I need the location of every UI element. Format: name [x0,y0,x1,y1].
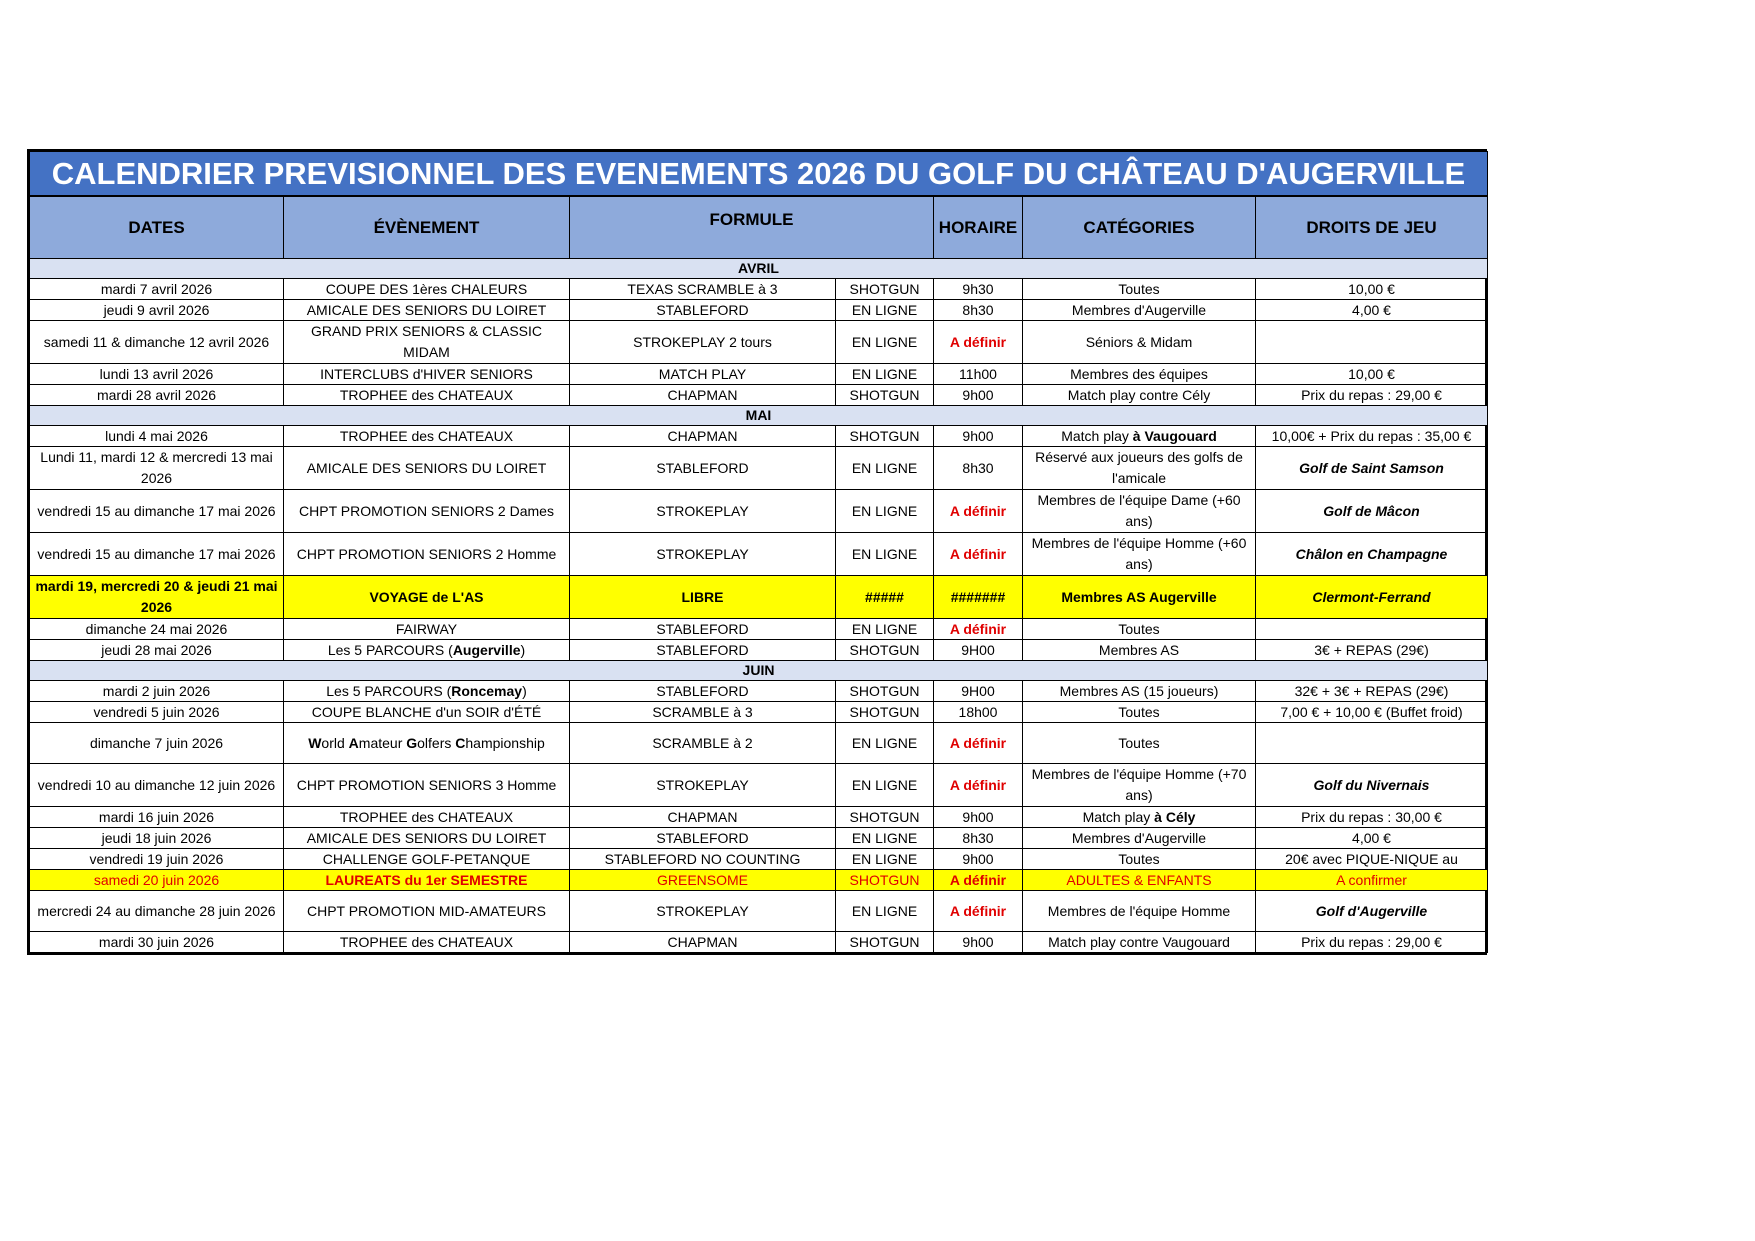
cell-formule: SCRAMBLE à 2 [570,723,836,764]
cell-horaire: 8h30 [934,300,1023,321]
cell-depart: EN LIGNE [836,619,934,640]
cell-formule: CHAPMAN [570,932,836,953]
event-fragment: mateur [358,734,407,751]
cell-formule: STABLEFORD [570,619,836,640]
month-label: AVRIL [30,259,1488,279]
cell-depart: EN LIGNE [836,321,934,364]
cell-date: Lundi 11, mardi 12 & mercredi 13 mai 2026 [30,447,284,490]
cell-event: TROPHEE des CHATEAUX [284,385,570,406]
event-fragment: Roncemay [451,683,523,699]
cell-event: CHPT PROMOTION SENIORS 2 Homme [284,533,570,576]
cell-depart: SHOTGUN [836,807,934,828]
category-fragment: Match play [1061,428,1133,444]
cell-depart: SHOTGUN [836,279,934,300]
cell-categories: Séniors & Midam [1023,321,1256,364]
cell-date: vendredi 10 au dimanche 12 juin 2026 [30,764,284,807]
cell-depart: SHOTGUN [836,640,934,661]
event-row [30,764,1488,807]
cell-categories: Match play contre Cély [1023,385,1256,406]
cell-depart: EN LIGNE [836,764,934,807]
event-row [30,870,1488,891]
cell-date: vendredi 5 juin 2026 [30,702,284,723]
cell-categories: Membres de l'équipe Homme (+60 ans) [1023,533,1256,576]
cell-formule: STROKEPLAY 2 tours [570,321,836,364]
page-title: CALENDRIER PREVISIONNEL DES EVENEMENTS 2026 DU GOLF DU CHÂTEAU D'AUGERVILLE [30,152,1488,197]
event-row [30,702,1488,723]
cell-formule: MATCH PLAY [570,364,836,385]
cell-droits: Châlon en Champagne [1256,533,1488,576]
cell-droits: 10,00€ + Prix du repas : 35,00 € [1256,426,1488,447]
category-fragment: à Vaugouard [1132,428,1217,444]
calendar-sheet [27,149,1487,955]
cell-horaire: 9H00 [934,681,1023,702]
cell-depart: SHOTGUN [836,702,934,723]
cell-event: CHPT PROMOTION SENIORS 2 Dames [284,490,570,533]
cell-event: TROPHEE des CHATEAUX [284,932,570,953]
cell-event: AMICALE DES SENIORS DU LOIRET [284,300,570,321]
cell-categories: Membres AS (15 joueurs) [1023,681,1256,702]
event-fragment: C [455,734,466,751]
cell-event: AMICALE DES SENIORS DU LOIRET [284,447,570,490]
cell-formule: STROKEPLAY [570,891,836,932]
event-row [30,279,1488,300]
event-row [30,828,1488,849]
cell-event: AMICALE DES SENIORS DU LOIRET [284,828,570,849]
cell-date: vendredi 15 au dimanche 17 mai 2026 [30,490,284,533]
header-horaire: HORAIRE [934,196,1023,259]
cell-categories [1023,426,1256,447]
cell-depart: ##### [836,576,934,619]
cell-formule: CHAPMAN [570,426,836,447]
cell-date: samedi 20 juin 2026 [30,870,284,891]
header-categories: CATÉGORIES [1023,196,1256,259]
calendar-table [29,151,1488,953]
cell-categories: Toutes [1023,279,1256,300]
cell-event: VOYAGE de L'AS [284,576,570,619]
cell-depart: EN LIGNE [836,447,934,490]
cell-horaire: 9h00 [934,385,1023,406]
cell-depart: SHOTGUN [836,870,934,891]
event-row [30,723,1488,764]
cell-formule: STABLEFORD [570,681,836,702]
event-fragment: olfers [417,734,456,751]
event-row [30,300,1488,321]
cell-droits: 4,00 € [1256,300,1488,321]
cell-categories: Toutes [1023,702,1256,723]
cell-date: dimanche 24 mai 2026 [30,619,284,640]
cell-droits [1256,723,1488,764]
cell-droits: Clermont-Ferrand [1256,576,1488,619]
cell-droits: Golf du Nivernais [1256,764,1488,807]
event-row [30,364,1488,385]
event-fragment: orld [321,734,349,751]
header-droits: DROITS DE JEU [1256,196,1488,259]
cell-date: jeudi 28 mai 2026 [30,640,284,661]
cell-event [284,640,570,661]
cell-droits [1256,619,1488,640]
cell-date: lundi 13 avril 2026 [30,364,284,385]
event-row [30,891,1488,932]
title-row [30,152,1488,197]
cell-droits: 32€ + 3€ + REPAS (29€) [1256,681,1488,702]
cell-formule: LIBRE [570,576,836,619]
cell-depart: SHOTGUN [836,681,934,702]
cell-event [284,681,570,702]
cell-horaire: 8h30 [934,447,1023,490]
event-row [30,321,1488,364]
cell-horaire: A définir [934,533,1023,576]
cell-categories [1023,807,1256,828]
cell-date: mardi 16 juin 2026 [30,807,284,828]
event-row [30,490,1488,533]
month-row [30,259,1488,279]
header-dates: DATES [30,196,284,259]
event-row [30,619,1488,640]
cell-droits: Golf de Mâcon [1256,490,1488,533]
cell-event: LAUREATS du 1er SEMESTRE [284,870,570,891]
cell-categories: Membres de l'équipe Dame (+60 ans) [1023,490,1256,533]
cell-event: INTERCLUBS d'HIVER SENIORS [284,364,570,385]
cell-formule: STABLEFORD [570,447,836,490]
cell-categories: Toutes [1023,723,1256,764]
cell-depart: SHOTGUN [836,426,934,447]
cell-horaire: 18h00 [934,702,1023,723]
header-evenement: ÉVÈNEMENT [284,196,570,259]
cell-event: CHPT PROMOTION MID-AMATEURS [284,891,570,932]
cell-horaire: 8h30 [934,828,1023,849]
event-fragment: ) [520,642,526,658]
cell-horaire: A définir [934,619,1023,640]
event-fragment: hampionship [465,734,545,751]
event-row [30,681,1488,702]
header-row [30,196,1488,259]
event-row [30,385,1488,406]
cell-event: CHPT PROMOTION SENIORS 3 Homme [284,764,570,807]
cell-categories: Membres de l'équipe Homme [1023,891,1256,932]
header-formule: FORMULE [570,196,934,259]
event-fragment: W [308,734,322,751]
cell-date: dimanche 7 juin 2026 [30,723,284,764]
cell-categories: ADULTES & ENFANTS [1023,870,1256,891]
cell-depart: EN LIGNE [836,891,934,932]
cell-formule: CHAPMAN [570,807,836,828]
event-fragment: Augerville [452,642,521,658]
cell-formule: GREENSOME [570,870,836,891]
cell-horaire: A définir [934,891,1023,932]
cell-horaire: A définir [934,870,1023,891]
event-row [30,576,1488,619]
cell-horaire: A définir [934,490,1023,533]
cell-date: jeudi 18 juin 2026 [30,828,284,849]
event-row [30,807,1488,828]
cell-date: mardi 30 juin 2026 [30,932,284,953]
cell-event: TROPHEE des CHATEAUX [284,426,570,447]
cell-droits: Golf de Saint Samson [1256,447,1488,490]
cell-droits: 4,00 € [1256,828,1488,849]
cell-event: COUPE DES 1ères CHALEURS [284,279,570,300]
cell-horaire: 9h30 [934,279,1023,300]
cell-event: TROPHEE des CHATEAUX [284,807,570,828]
cell-date: vendredi 19 juin 2026 [30,849,284,870]
cell-droits: Prix du repas : 30,00 € [1256,807,1488,828]
event-row [30,849,1488,870]
cell-formule: STROKEPLAY [570,490,836,533]
category-fragment: Match play [1082,809,1155,825]
event-fragment: ) [522,683,527,699]
cell-droits: Golf d'Augerville [1256,891,1488,932]
event-fragment: G [406,734,418,751]
cell-horaire: A définir [934,723,1023,764]
cell-formule: SCRAMBLE à 3 [570,702,836,723]
cell-event: FAIRWAY [284,619,570,640]
cell-formule: STABLEFORD [570,300,836,321]
cell-depart: EN LIGNE [836,533,934,576]
cell-depart: EN LIGNE [836,364,934,385]
cell-depart: EN LIGNE [836,490,934,533]
event-fragment: Les 5 PARCOURS ( [327,642,453,658]
cell-categories: Match play contre Vaugouard [1023,932,1256,953]
cell-formule: STROKEPLAY [570,533,836,576]
cell-depart: EN LIGNE [836,723,934,764]
cell-event: CHALLENGE GOLF-PETANQUE [284,849,570,870]
cell-horaire: 9h00 [934,849,1023,870]
cell-droits: Prix du repas : 29,00 € [1256,932,1488,953]
cell-droits: 10,00 € [1256,364,1488,385]
cell-droits: 20€ avec PIQUE-NIQUE au [1256,849,1488,870]
cell-event [284,723,570,764]
cell-formule: STABLEFORD NO COUNTING [570,849,836,870]
cell-depart: SHOTGUN [836,385,934,406]
cell-categories: Membres d'Augerville [1023,828,1256,849]
cell-formule: TEXAS SCRAMBLE à 3 [570,279,836,300]
cell-event: GRAND PRIX SENIORS & CLASSIC MIDAM [284,321,570,364]
cell-horaire: 9h00 [934,426,1023,447]
cell-formule: CHAPMAN [570,385,836,406]
cell-categories: Toutes [1023,619,1256,640]
cell-horaire: 9h00 [934,807,1023,828]
cell-horaire: A définir [934,321,1023,364]
cell-droits [1256,321,1488,364]
event-fragment: Les 5 PARCOURS ( [326,683,452,699]
cell-date: lundi 4 mai 2026 [30,426,284,447]
month-label: MAI [30,406,1488,426]
cell-depart: EN LIGNE [836,849,934,870]
cell-droits: 10,00 € [1256,279,1488,300]
cell-categories: Membres AS [1023,640,1256,661]
event-row [30,533,1488,576]
cell-categories: Membres d'Augerville [1023,300,1256,321]
cell-categories: Toutes [1023,849,1256,870]
cell-categories: Membres de l'équipe Homme (+70 ans) [1023,764,1256,807]
cell-formule: STABLEFORD [570,640,836,661]
month-row [30,406,1488,426]
cell-formule: STROKEPLAY [570,764,836,807]
cell-droits: 7,00 € + 10,00 € (Buffet froid) [1256,702,1488,723]
cell-horaire: 9h00 [934,932,1023,953]
cell-depart: EN LIGNE [836,828,934,849]
cell-date: mardi 2 juin 2026 [30,681,284,702]
cell-horaire: A définir [934,764,1023,807]
cell-date: vendredi 15 au dimanche 17 mai 2026 [30,533,284,576]
category-fragment: à Cély [1154,809,1196,825]
cell-date: mardi 19, mercredi 20 & jeudi 21 mai 2026 [30,576,284,619]
cell-categories: Réservé aux joueurs des golfs de l'amicale [1023,447,1256,490]
cell-date: samedi 11 & dimanche 12 avril 2026 [30,321,284,364]
event-row [30,447,1488,490]
month-label: JUIN [30,661,1488,681]
cell-categories: Membres AS Augerville [1023,576,1256,619]
cell-horaire: 9H00 [934,640,1023,661]
cell-depart: SHOTGUN [836,932,934,953]
cell-horaire: ####### [934,576,1023,619]
cell-horaire: 11h00 [934,364,1023,385]
cell-date: jeudi 9 avril 2026 [30,300,284,321]
month-row [30,661,1488,681]
event-row [30,426,1488,447]
event-row [30,932,1488,953]
cell-formule: STABLEFORD [570,828,836,849]
event-row [30,640,1488,661]
cell-droits: A confirmer [1256,870,1488,891]
cell-date: mardi 7 avril 2026 [30,279,284,300]
event-fragment: A [348,734,359,751]
cell-depart: EN LIGNE [836,300,934,321]
cell-event: COUPE BLANCHE d'un SOIR d'ÉTÉ [284,702,570,723]
cell-categories: Membres des équipes [1023,364,1256,385]
cell-droits: Prix du repas : 29,00 € [1256,385,1488,406]
cell-date: mercredi 24 au dimanche 28 juin 2026 [30,891,284,932]
cell-droits: 3€ + REPAS (29€) [1256,640,1488,661]
cell-date: mardi 28 avril 2026 [30,385,284,406]
